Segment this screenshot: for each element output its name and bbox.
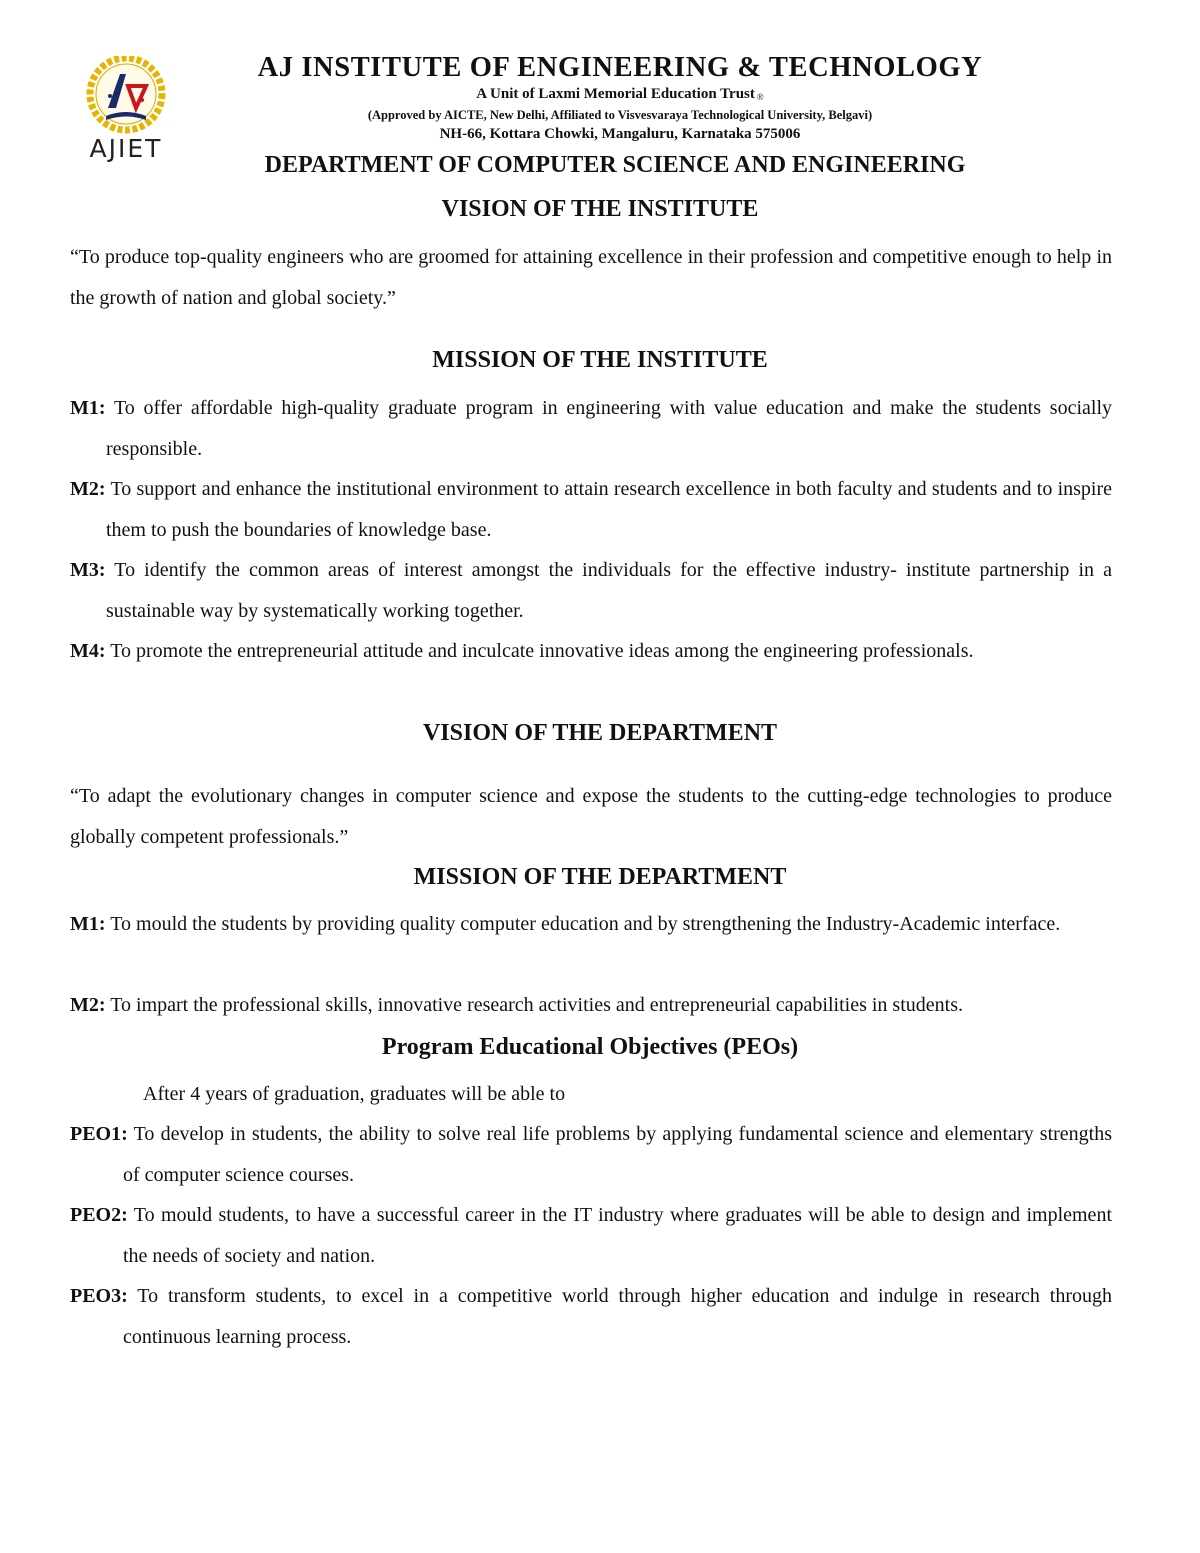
mission-department-item	[70, 904, 1112, 945]
registered-mark: ®	[756, 92, 764, 102]
item-label: PEO1:	[70, 1123, 128, 1145]
item-text: To offer affordable high-quality graduate program in engineering with value education and make the students socially responsible.	[106, 397, 1113, 460]
item-text: To impart the professional skills, innovative research activities and entrepreneurial capabilities in students.	[110, 994, 963, 1016]
logo-emblem-icon	[76, 56, 176, 138]
institute-name: AJ INSTITUTE OF ENGINEERING & TECHNOLOGY	[257, 52, 983, 83]
mission-institute-title: MISSION OF THE INSTITUTE	[432, 347, 768, 373]
item-label: M4:	[70, 640, 106, 662]
item-label: M2:	[70, 994, 106, 1016]
peo-title: Program Educational Objectives (PEOs)	[381, 1034, 799, 1060]
vision-department-text: “To adapt the evolutionary changes in computer science and expose the students to the cutting-edge technologies to produce globally competent professionals.”	[70, 785, 1112, 848]
approval-line: (Approved by AICTE, New Delhi, Affiliated to Visvesvaraya Technological University, Belgavi)	[367, 108, 873, 122]
vision-institute-text: “To produce top-quality engineers who are groomed for attaining excellence in their profession and competitive enough to help in the growth of nation and global society.”	[70, 246, 1112, 309]
mission-institute-item	[70, 550, 1112, 631]
logo-wordmark: AJIET	[89, 134, 163, 163]
item-label: M3:	[70, 559, 106, 581]
peo-item	[70, 1195, 1112, 1276]
item-text: To develop in students, the ability to solve real life problems by applying fundamental science and elementary strengths of computer science courses.	[123, 1123, 1113, 1186]
item-label: M2:	[70, 478, 106, 500]
mission-institute-item	[70, 631, 1112, 672]
mission-department-item	[70, 985, 1112, 1026]
mission-institute-item	[70, 469, 1112, 550]
mission-institute-item	[70, 388, 1112, 469]
item-text: To support and enhance the institutional environment to attain research excellence in both faculty and students and to inspire them to push the boundaries of knowledge base.	[106, 478, 1113, 541]
item-label: M1:	[70, 397, 106, 419]
item-text: To identify the common areas of interest amongst the individuals for the effective industry- institute partnership in a sustainable way by systematically working together.	[106, 559, 1113, 622]
mission-department-title: MISSION OF THE DEPARTMENT	[413, 864, 787, 890]
item-label: PEO3:	[70, 1285, 128, 1307]
vision-institute-title: VISION OF THE INSTITUTE	[441, 196, 759, 222]
department-title: DEPARTMENT OF COMPUTER SCIENCE AND ENGINEERING	[264, 152, 966, 178]
item-text: To mould the students by providing quality computer education and by strengthening the Industry-Academic interface.	[110, 913, 1061, 935]
trust-text: A Unit of Laxmi Memorial Education Trust	[476, 86, 755, 102]
item-text: To transform students, to excel in a competitive world through higher education and indulge in research through continuous learning process.	[123, 1285, 1112, 1348]
peo-item	[70, 1276, 1112, 1357]
letterhead	[0, 0, 1200, 190]
trust-line	[205, 86, 1035, 103]
vision-department-title: VISION OF THE DEPARTMENT	[422, 720, 778, 746]
item-text: To promote the entrepreneurial attitude and inculcate innovative ideas among the engineering professionals.	[110, 640, 974, 662]
address-line: NH-66, Kottara Chowki, Mangaluru, Karnataka 575006	[439, 126, 801, 142]
item-text: To mould students, to have a successful career in the IT industry where graduates will be able to design and implement the needs of society and nation.	[123, 1204, 1112, 1267]
peo-item	[70, 1114, 1112, 1195]
peo-intro: After 4 years of graduation, graduates will be able to	[143, 1083, 566, 1105]
item-label: PEO2:	[70, 1204, 128, 1226]
item-label: M1:	[70, 913, 106, 935]
